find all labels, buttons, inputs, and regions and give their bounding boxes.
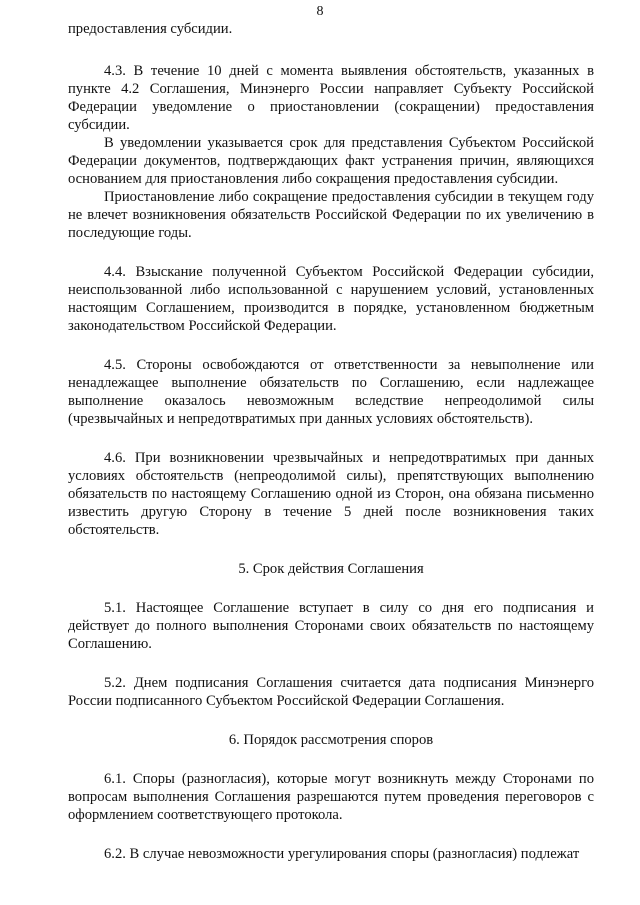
clause-4-5: 4.5. Стороны освобождаются от ответственности за невыполнение или ненадлежащее выполнение обязательств по Соглашению, если надлежащее выполнение оказалось невозможным вследствие непреодолимой силы (чрезвычайных и непредотвратимых при данных условиях обстоятельств). — [68, 357, 594, 427]
clause-6-2: 6.2. В случае невозможности урегулирования споры (разногласия) подлежат — [104, 846, 580, 862]
clause-6-1: 6.1. Споры (разногласия), которые могут возникнуть между Сторонами по вопросам выполнения Соглашения разрешаются путем проведения переговоров с оформлением соответствующего протокола. — [68, 771, 594, 823]
clause-4-3-suspension: Приостановление либо сокращение предоставления субсидии в текущем году не влечет возникновения обязательств Российской Федерации по их увеличению в последующие годы. — [68, 189, 594, 241]
clause-4-3: 4.3. В течение 10 дней с момента выявления обстоятельств, указанных в пункте 4.2 Соглашения, Минэнерго России направляет Субъекту Российской Федерации уведомление о приостановлении (сокращении) предоставления субсидии. — [68, 63, 594, 133]
paragraph-continuation: предоставления субсидии. — [68, 21, 233, 37]
clause-5-1: 5.1. Настоящее Соглашение вступает в силу со дня его подписания и действует до полного выполнения Сторонами своих обязательств по настоящему Соглашению. — [68, 600, 594, 652]
clause-5-2: 5.2. Днем подписания Соглашения считается дата подписания Минэнерго России подписанного Субъектом Российской Федерации Соглашения. — [68, 675, 594, 709]
clause-4-3-notice: В уведомлении указывается срок для представления Субъектом Российской Федерации документов, подтверждающих факт устранения причин, являющихся основанием для приостановления либо сокращения предоставления субсидии. — [68, 135, 594, 187]
page-number: 8 — [316, 4, 324, 19]
section-6-heading: 6. Порядок рассмотрения споров — [228, 732, 434, 748]
clause-4-4: 4.4. Взыскание полученной Субъектом Российской Федерации субсидии, неиспользованной либо использованной с нарушением условий, установленных настоящим Соглашением, производится в порядке, установленном бюджетным законодательством Российской Федерации. — [68, 264, 594, 334]
clause-4-6: 4.6. При возникновении чрезвычайных и непредотвратимых при данных условиях обстоятельств (непреодолимой силы), препятствующих выполнению обязательств по настоящему Соглашению одной из Сторон, она обязана письменно известить другую Сторону в течение 5 дней после возникновения таких обстоятельств. — [68, 450, 594, 538]
document-body — [68, 20, 594, 863]
section-5-heading: 5. Срок действия Соглашения — [238, 561, 424, 577]
